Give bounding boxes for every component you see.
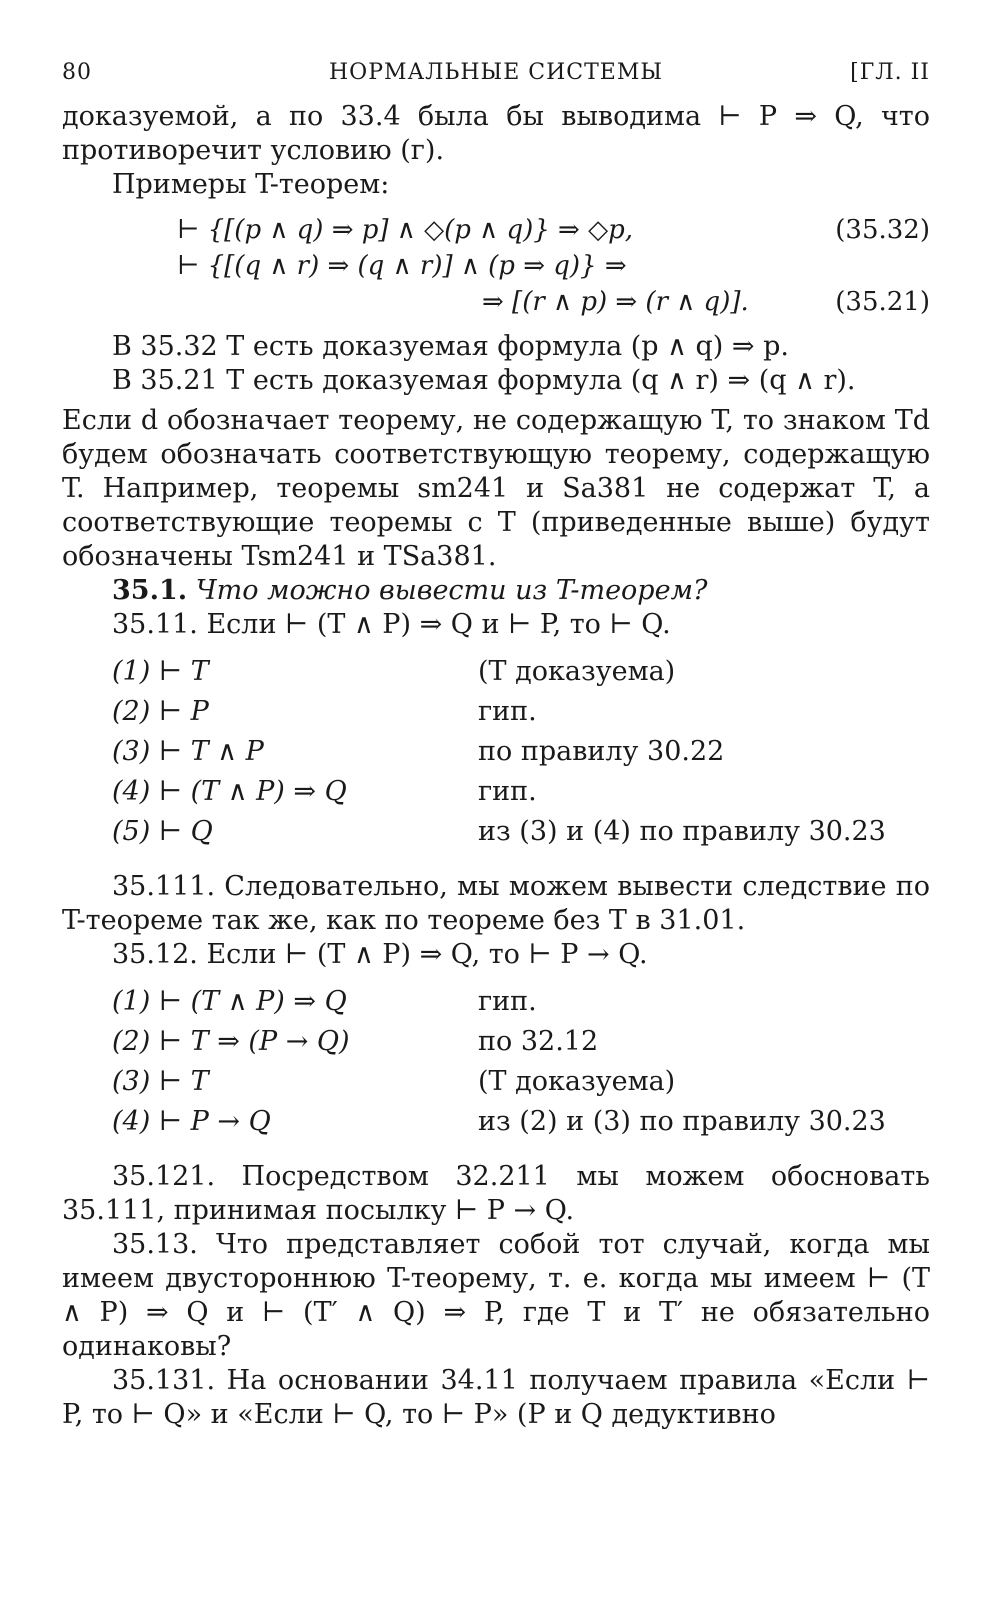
proof-step: (3) ⊢ T ∧ P xyxy=(112,736,264,767)
proof1-row xyxy=(112,812,930,852)
proof1-row xyxy=(112,732,930,772)
section-heading xyxy=(62,574,930,608)
formula-35-21-number: (35.21) xyxy=(835,287,930,317)
proof2-row xyxy=(112,1022,930,1062)
proof-justification: из (2) и (3) по правилу 30.23 xyxy=(478,1106,886,1137)
chapter-label: [ГЛ. II xyxy=(850,60,930,85)
statement-35-12: 35.12. Если ⊢ (T ∧ P) ⇒ Q, то ⊢ P → Q. xyxy=(112,939,648,970)
proof-35-11 xyxy=(112,652,930,852)
formula-35-21-line2 xyxy=(62,284,930,320)
proof-35-12 xyxy=(112,982,930,1142)
book-page xyxy=(62,60,930,1432)
paragraph-35-121: 35.121. Посредством 32.211 мы можем обосновать 35.111, принимая посылку ⊢ P → Q. xyxy=(62,1161,930,1226)
proof-step: (3) ⊢ T xyxy=(112,1066,209,1097)
proof1-row xyxy=(112,772,930,812)
note-35-32: В 35.32 T есть доказуемая формула (p ∧ q) ⇒ p. xyxy=(112,331,789,362)
proof2-row xyxy=(112,1102,930,1142)
proof-justification: из (3) и (4) по правилу 30.23 xyxy=(478,816,886,847)
proof-step: (1) ⊢ T xyxy=(112,656,209,687)
proof-step: (5) ⊢ Q xyxy=(112,816,213,847)
formula-35-32 xyxy=(62,212,930,248)
formula-35-32-expr: ⊢ {[(p ∧ q) ⇒ p] ∧ ◇(p ∧ q)} ⇒ ◇p, xyxy=(177,215,633,245)
paragraph-35-111: 35.111. Следовательно, мы можем вывести следствие по T-теореме так же, как по теореме без T в 31.01. xyxy=(62,871,930,936)
statement-35-11: 35.11. Если ⊢ (T ∧ P) ⇒ Q и ⊢ P, то ⊢ Q. xyxy=(112,609,671,640)
page-number: 80 xyxy=(62,60,92,85)
running-title: НОРМАЛЬНЫЕ СИСТЕМЫ xyxy=(328,60,664,85)
section-number: 35.1. xyxy=(112,575,188,606)
intro-paragraph: доказуемой, а по 33.4 была бы выводима ⊢ P ⇒ Q, что противоречит условию (г). xyxy=(62,101,930,166)
formula-35-32-number: (35.32) xyxy=(835,215,930,245)
proof-justification: гип. xyxy=(478,696,537,727)
formula-35-21-line1 xyxy=(62,248,930,284)
proof-step: (4) ⊢ P → Q xyxy=(112,1106,271,1137)
proof-step: (2) ⊢ P xyxy=(112,696,209,727)
proof-justification: (T доказуема) xyxy=(478,1066,676,1097)
proof-step: (2) ⊢ T ⇒ (P → Q) xyxy=(112,1026,350,1057)
proof-justification: (T доказуема) xyxy=(478,656,676,687)
section-title: Что можно вывести из T-теорем? xyxy=(195,575,708,606)
proof2-row xyxy=(112,1062,930,1102)
examples-label: Примеры T-теорем: xyxy=(112,169,390,200)
proof1-row xyxy=(112,652,930,692)
proof-justification: по 32.12 xyxy=(478,1026,599,1057)
proof-step: (1) ⊢ (T ∧ P) ⇒ Q xyxy=(112,986,347,1017)
formula-35-21-expr-a: ⊢ {[(q ∧ r) ⇒ (q ∧ r)] ∧ (p ⇒ q)} ⇒ xyxy=(177,251,627,281)
page-header xyxy=(62,60,930,100)
formula-35-21-expr-b: ⇒ [(r ∧ p) ⇒ (r ∧ q)]. xyxy=(482,287,749,317)
proof2-row xyxy=(112,982,930,1022)
proof-step: (4) ⊢ (T ∧ P) ⇒ Q xyxy=(112,776,347,807)
proof-justification: по правилу 30.22 xyxy=(478,736,725,767)
proof-justification: гип. xyxy=(478,986,537,1017)
paragraph-td: Если d обозначает теорему, не содержащую T, то знаком Td будем обозначать соответствующую теорему, содержащую T. Например, теоремы sm241 и Sa381 не содержат T, а соответствующие теоремы с T (приведенные выше) будут обозначены Tsm241 и TSa381. xyxy=(62,405,930,572)
note-35-21: В 35.21 T есть доказуемая формула (q ∧ r) ⇒ (q ∧ r). xyxy=(112,365,856,396)
proof-justification: гип. xyxy=(478,776,537,807)
paragraph-35-13: 35.13. Что представляет собой тот случай, когда мы имеем двустороннюю T-теорему, т. е. когда мы имеем ⊢ (T ∧ P) ⇒ Q и ⊢ (T′ ∧ Q) ⇒ P, где T и T′ не обязательно одинаковы? xyxy=(62,1229,930,1362)
proof1-row xyxy=(112,692,930,732)
paragraph-35-131: 35.131. На основании 34.11 получаем правила «Если ⊢ P, то ⊢ Q» и «Если ⊢ Q, то ⊢ P» (P и Q дедуктивно xyxy=(62,1365,930,1430)
